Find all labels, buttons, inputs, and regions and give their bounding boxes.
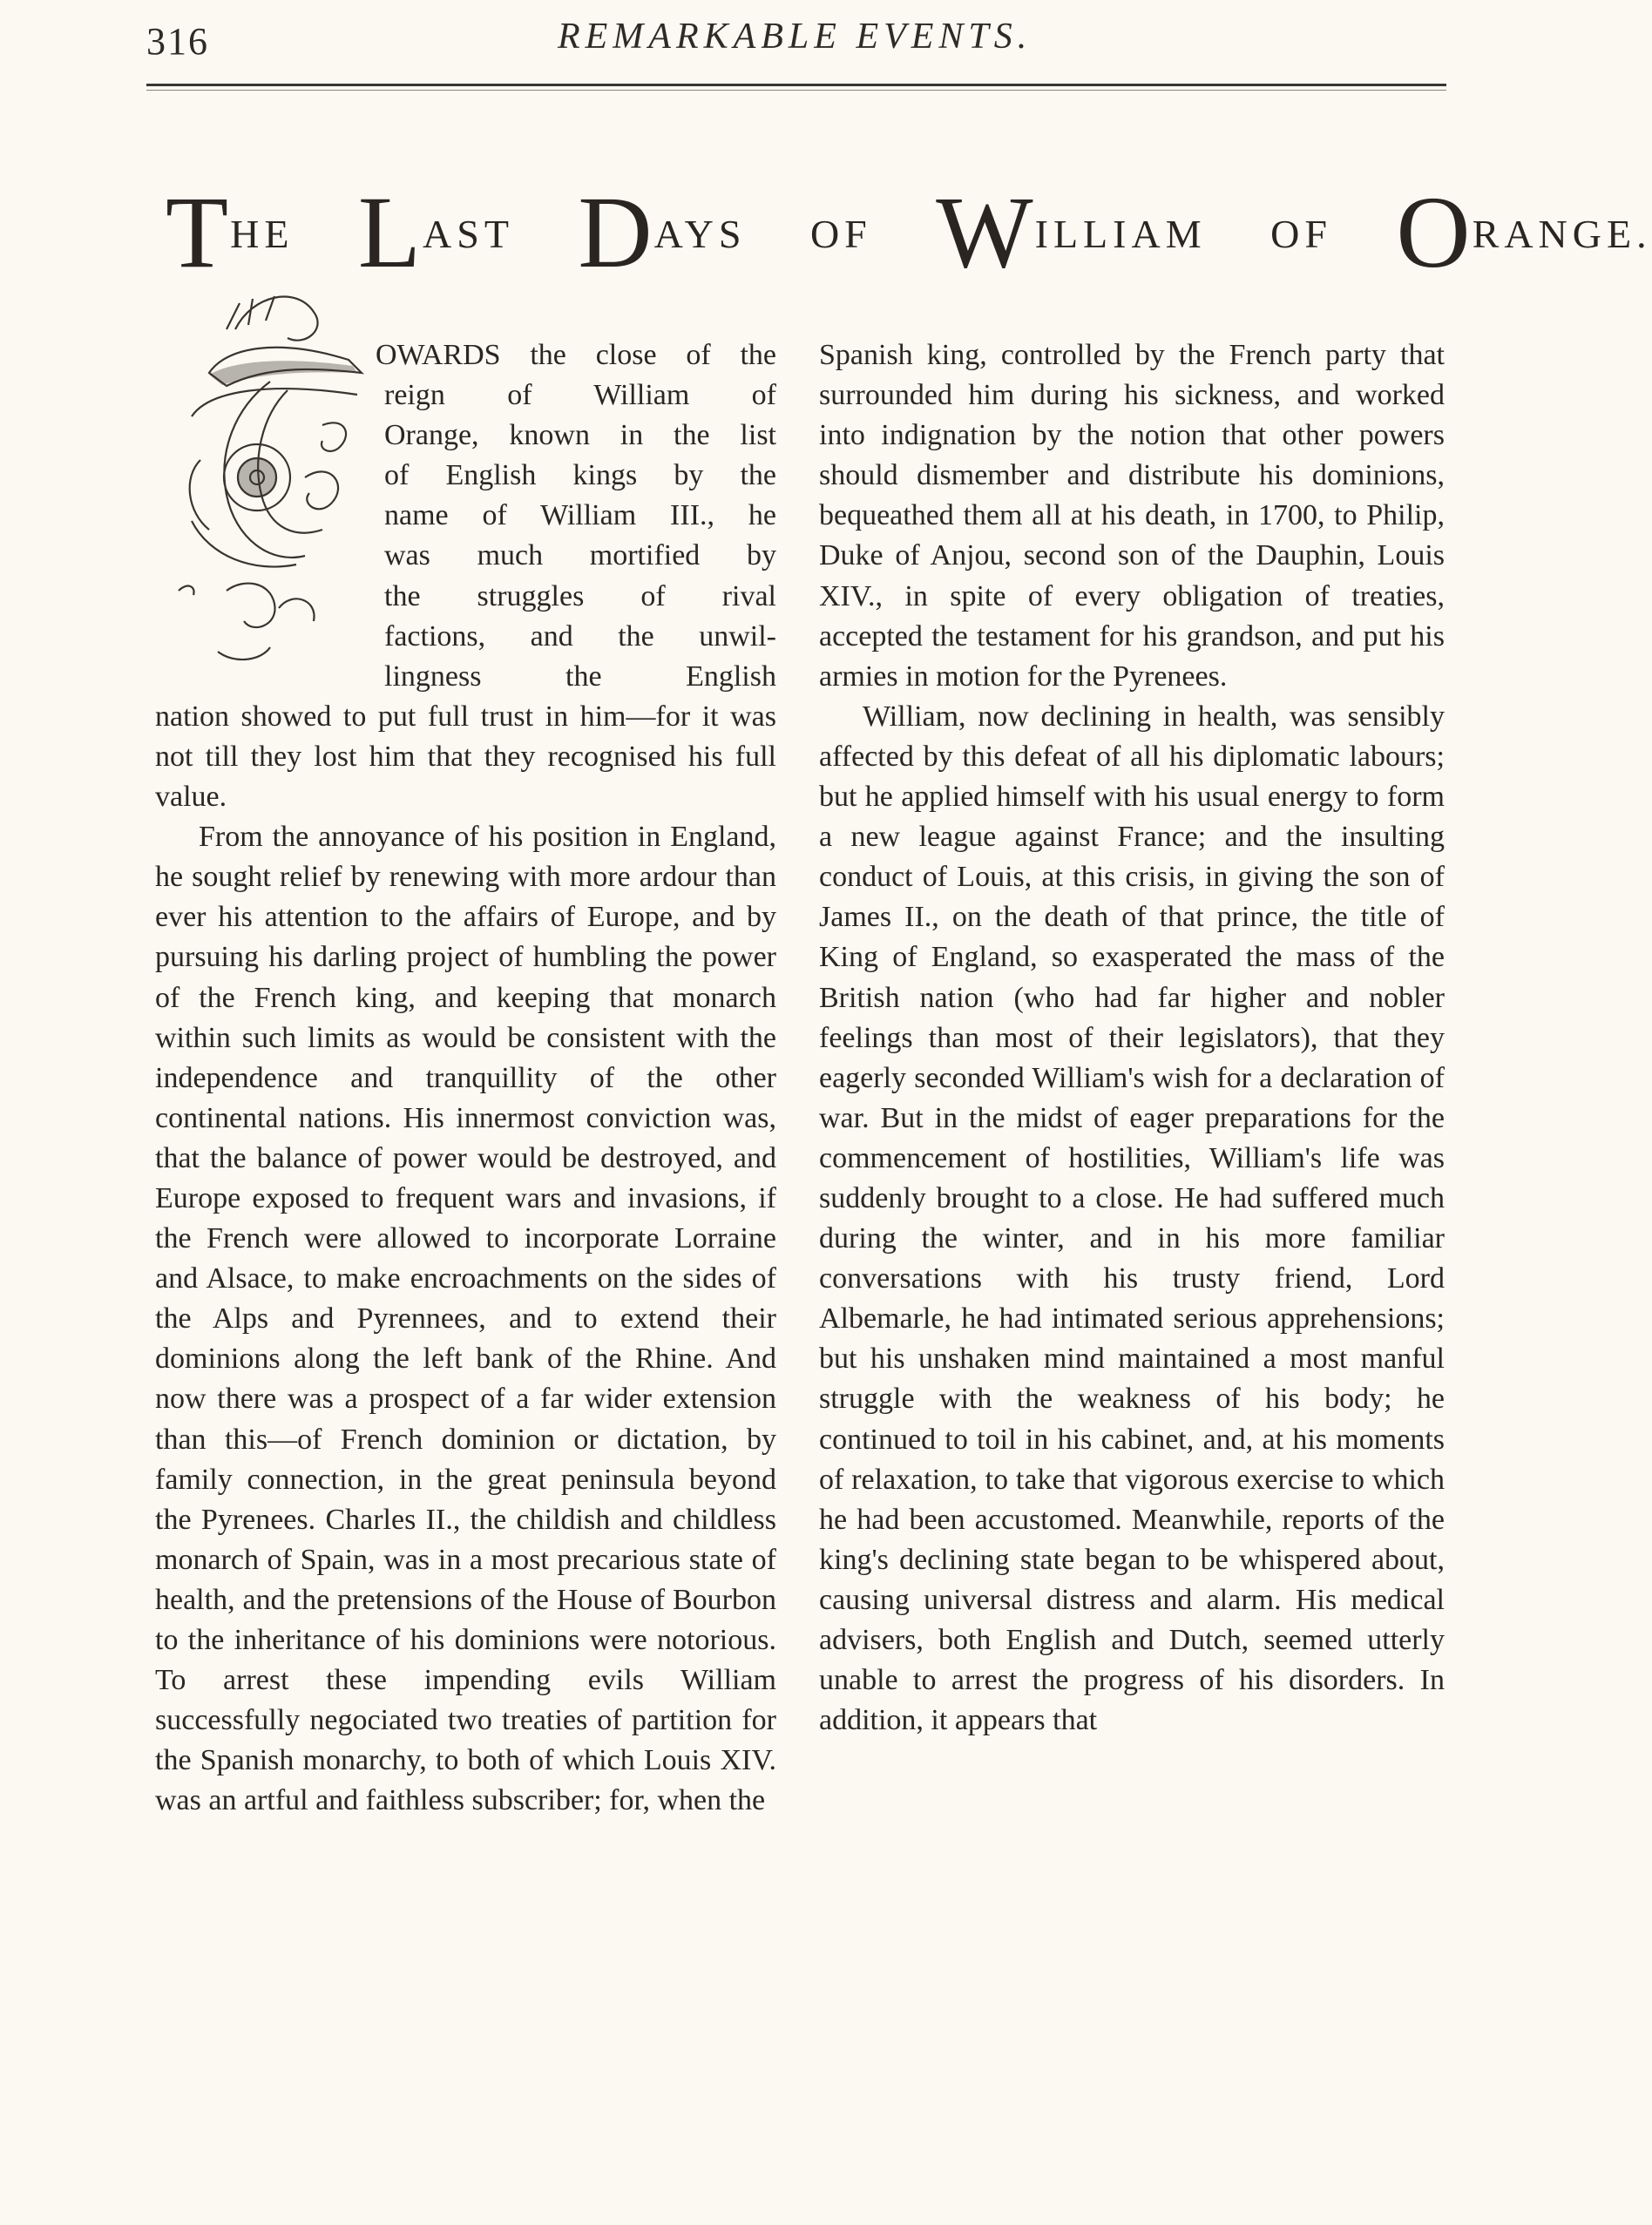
lead-line: name of William III., he (384, 499, 776, 532)
title-word: OF (1270, 212, 1332, 256)
lead-paragraph-continuation: nation showed to put full trust in him—for it was not till they lost him that they recognised his full value. (155, 700, 776, 814)
running-title: REMARKABLE EVENTS. (558, 17, 1032, 57)
lead-line: lingness the English (384, 659, 776, 693)
article-title (166, 175, 1652, 289)
title-word: DAYS (578, 175, 747, 289)
title-word: OF (809, 212, 872, 256)
paragraph: William, now declining in health, was sensibly affected by this defeat of all his diplomatic labours; but he applied himself with his usual energy to form a new league against France; and the insulting conduct of Louis, at this crisis, in giving the son of James II., on the death of that prince, the title of King of England, so exasperated the mass of the British nation (who had far higher and nobler feelings than most of their legislators), that they eagerly seconded William's wish for a declaration of war. But in the midst of eager preparations for the commencement of hostilities, William's life was suddenly brought to a close. He had suffered much during the winter, and in his more familiar conversations with his trusty friend, Lord Albemarle, he had intimated serious apprehensions; but his unshaken mind maintained a most manful struggle with the weakness of his body; he continued to toil in his cabinet, and, at his moments of relaxation, to take that vigorous exercise to which he had been accustomed. Meanwhile, reports of the king's declining state began to be whispered about, causing universal distress and alarm. His medical advisers, both English and Dutch, seemed utterly unable to arrest the progress of his disorders. In addition, it appears that (819, 700, 1445, 1737)
lead-line: reign of William of (384, 379, 776, 412)
title-word: THE (166, 175, 295, 289)
lead-line: of English kings by the (384, 459, 776, 492)
paragraph: Spanish king, controlled by the French party that surrounded him during his sickness, and worked into indignation by the notion that other powers should dismember and distribute his dominions, bequeathed them all at his death, in 1700, to Philip, Duke of Anjou, second son of the Dauphin, Louis XIV., in spite of every obligation of treaties, accepted the testament for his grandson, and put his armies in motion for the Pyrenees. (819, 339, 1445, 693)
header-rule (146, 84, 1446, 86)
title-word: LAST (357, 175, 514, 289)
paragraph: From the annoyance of his position in England, he sought relief by renewing with more ardour than ever his attention to the affairs of Europe, and by pursuing his darling project of humbling the power of the French king, and keeping that monarch within such limits as would be consistent with the independence and tranquillity of the other continental nations. His innermost conviction was, that the balance of power would be destroyed, and Europe exposed to frequent wars and invasions, if the French were allowed to incorporate Lorraine and Alsace, to make encroachments on the sides of the Alps and Pyrennees, and to extend their dominions along the left bank of the Rhine. And now there was a prospect of a far wider extension than this—of French dominion or dictation, by family connection, in the great peninsula beyond the Pyrenees. Charles II., the childish and childless monarch of Spain, was in a most precarious state of health, and the pretensions of the House of Bourbon to the inheritance of his dominions were notorious. To arrest these impending evils William successfully negociated two treaties of partition for the Spanish monarchy, to both of which Louis XIV. was an artful and faithless subscriber; for, when the (155, 821, 776, 1817)
header-rule-thin (146, 90, 1446, 91)
lead-line: OWARDS the close of the (376, 339, 776, 371)
title-word: ORANGE. (1396, 175, 1652, 289)
lead-line: factions, and the unwil- (384, 619, 776, 653)
lead-line: the struggles of rival (384, 579, 776, 612)
right-column (819, 335, 1445, 1741)
left-column (155, 335, 776, 1821)
page-number: 316 (146, 20, 209, 63)
lead-line: was much mortified by (384, 539, 776, 572)
title-word: WILLIAM (936, 175, 1207, 289)
lead-paragraph-wrapped (155, 335, 776, 697)
lead-line: Orange, known in the list (384, 419, 776, 452)
